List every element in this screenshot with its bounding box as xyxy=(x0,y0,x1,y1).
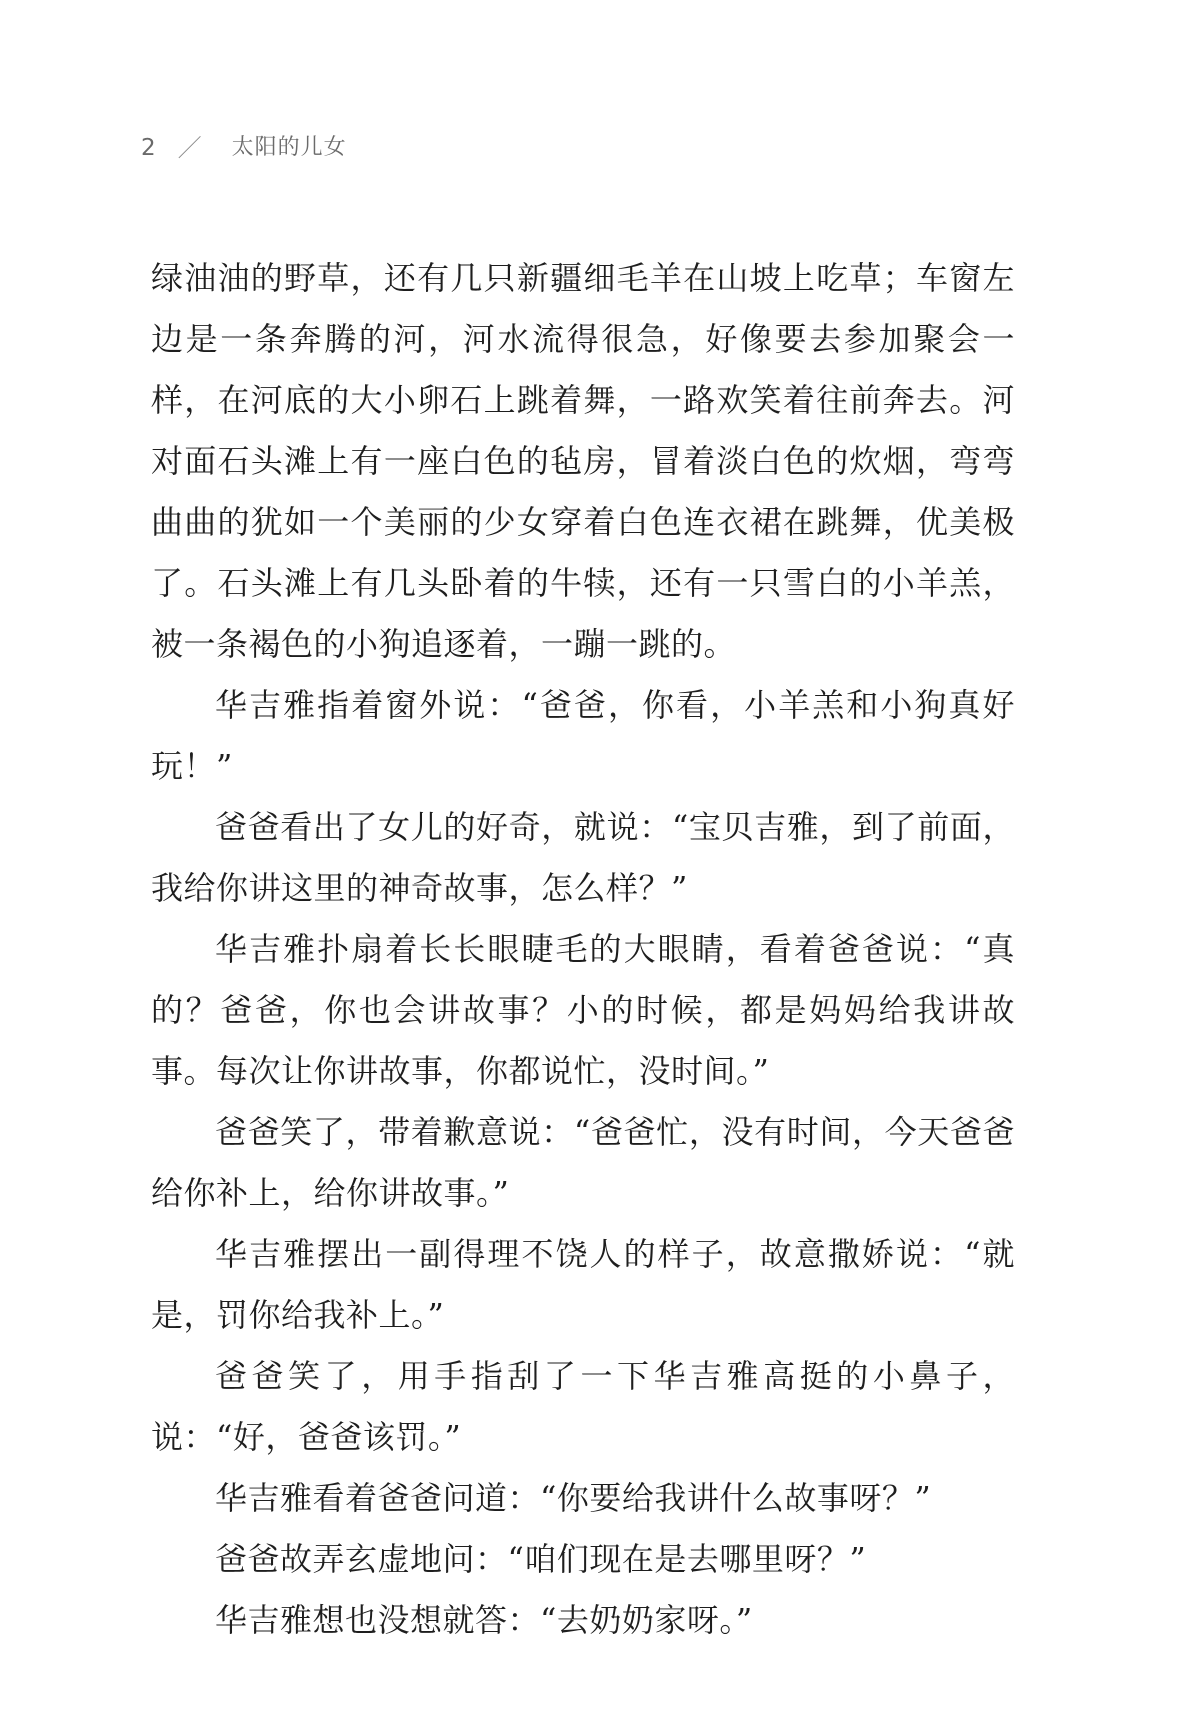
paragraph: 华吉雅扑扇着长长眼睫毛的大眼睛，看着爸爸说：“真的？爸爸，你也会讲故事？小的时候，都是妈妈给我讲故事。每次让你讲故事，你都说忙，没时间。” xyxy=(151,930,1015,1090)
paragraph: 绿油油的野草，还有几只新疆细毛羊在山坡上吃草；车窗左边是一条奔腾的河，河水流得很急，好像要去参加聚会一样，在河底的大小卵石上跳着舞，一路欢笑着往前奔去。河对面石头滩上有一座白色的毡房，冒着淡白色的炊烟，弯弯曲曲的犹如一个美丽的少女穿着白色连衣裙在跳舞，优美极了。石头滩上有几头卧着的牛犊，还有一只雪白的小羊羔，被一条褐色的小狗追逐着，一蹦一跳的。 xyxy=(151,259,1015,663)
paragraph: 华吉雅指着窗外说：“爸爸，你看，小羊羔和小狗真好玩！” xyxy=(151,686,1015,785)
paragraph: 华吉雅想也没想就答：“去奶奶家呀。” xyxy=(215,1601,753,1639)
paragraph: 华吉雅摆出一副得理不饶人的样子，故意撒娇说：“就是，罚你给我补上。” xyxy=(151,1235,1015,1334)
header-separator: ／ xyxy=(177,134,202,162)
paragraph: 爸爸笑了，用手指刮了一下华吉雅高挺的小鼻子，说：“好，爸爸该罚。” xyxy=(151,1357,1015,1456)
page-number: 2 xyxy=(141,134,156,161)
paragraph: 爸爸笑了，带着歉意说：“爸爸忙，没有时间，今天爸爸给你补上，给你讲故事。” xyxy=(151,1113,1015,1212)
paragraph: 爸爸看出了女儿的好奇，就说：“宝贝吉雅，到了前面，我给你讲这里的神奇故事，怎么样？” xyxy=(151,808,1015,907)
body-text xyxy=(151,248,1015,1651)
paragraph: 华吉雅看着爸爸问道：“你要给我讲什么故事呀？” xyxy=(215,1479,932,1517)
paragraph: 爸爸故弄玄虚地问：“咱们现在是去哪里呀？” xyxy=(215,1540,867,1578)
running-header xyxy=(141,136,347,160)
book-title: 太阳的儿女 xyxy=(231,135,347,160)
